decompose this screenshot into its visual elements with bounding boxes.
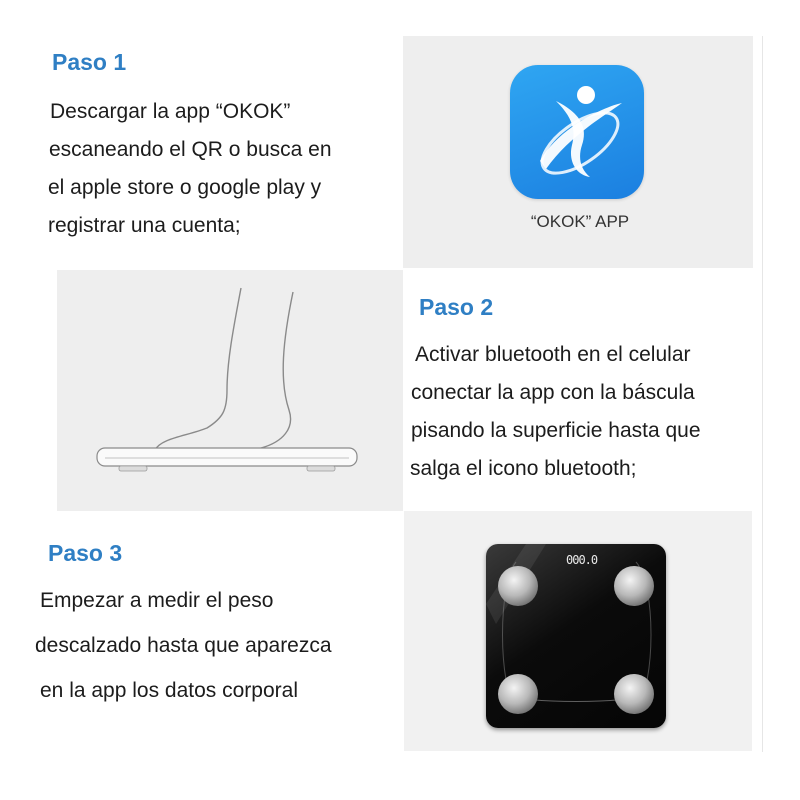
electrode-pad-bottom-right — [614, 674, 654, 714]
okok-app-icon — [510, 65, 644, 199]
step-3-line-1: Empezar a medir el peso — [40, 589, 274, 612]
electrode-pad-top-right — [614, 566, 654, 606]
step-3-line-3: en la app los datos corporal — [40, 679, 298, 702]
step-1-title: Paso 1 — [52, 49, 127, 75]
step-3-text — [35, 578, 332, 713]
foot-on-scale-illustration — [57, 270, 403, 511]
okok-logo-icon — [510, 65, 644, 199]
step-1-line-3: el apple store o google play y — [48, 176, 322, 199]
step-3-line-2: descalzado hasta que aparezca — [35, 634, 332, 657]
step-2-line-2: conectar la app con la báscula — [411, 381, 695, 404]
electrode-pad-top-left — [498, 566, 538, 606]
foot-illustration-panel — [57, 270, 403, 511]
step-2-title: Paso 2 — [419, 294, 494, 320]
electrode-pad-bottom-left — [498, 674, 538, 714]
step-2-line-1: Activar bluetooth en el celular — [415, 343, 691, 366]
step-2-line-3: pisando la superficie hasta que — [411, 419, 701, 442]
step-1-line-4: registrar una cuenta; — [48, 214, 241, 237]
step-3-title: Paso 3 — [48, 540, 123, 566]
step-1-text — [50, 93, 332, 245]
step-2-text — [411, 336, 701, 488]
step-1-line-2: escaneando el QR o busca en — [49, 138, 332, 161]
step-1-line-1: Descargar la app “OKOK” — [50, 100, 291, 123]
app-name-label: “OKOK” APP — [530, 212, 630, 231]
step-2-line-4: salga el icono bluetooth; — [410, 457, 637, 480]
scale-display-readout: 000.0 — [566, 553, 598, 567]
right-divider — [762, 36, 763, 752]
